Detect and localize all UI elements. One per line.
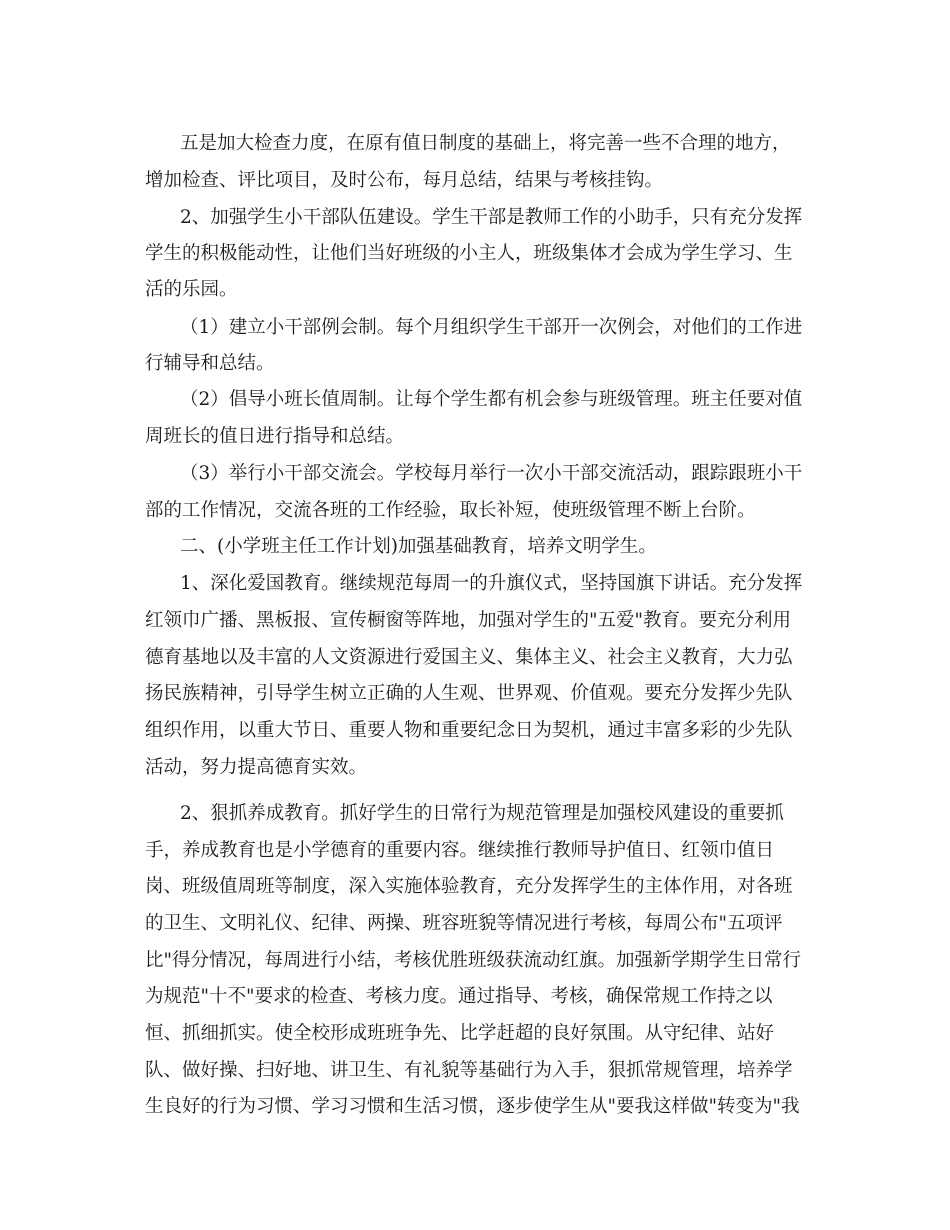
text-line: 的卫生、文明礼仪、纪律、两操、班容班貌等情况进行考核，每周公布"五项评: [145, 913, 783, 934]
text-line: 队、做好操、扫好地、讲卫生、有礼貌等基础行为入手，狠抓常规管理，培养学: [145, 1060, 793, 1081]
text-line: 周班长的值日进行指导和总结。: [145, 426, 405, 447]
text-line: 为规范"十不"要求的检查、考核力度。通过指导、考核，确保常规工作持之以: [145, 986, 773, 1007]
text-line: 扬民族精神，引导学生树立正确的人生观、世界观、价值观。要充分发挥少先队: [145, 683, 793, 704]
text-line: 部的工作情况，交流各班的工作经验，取长补短，使班级管理不断上台阶。: [145, 500, 756, 521]
text-line: （1）建立小干部例会制。每个月组织学生干部开一次例会，对他们的工作进: [180, 317, 803, 338]
text-line: 学生的积极能动性，让他们当好班级的小主人，班级集体才会成为学生学习、生: [145, 243, 793, 264]
text-line: 活的乐园。: [145, 279, 238, 300]
text-line: （2）倡导小班长值周制。让每个学生都有机会参与班级管理。班主任要对值: [180, 389, 803, 410]
text-line: 岗、班级值周班等制度，深入实施体验教育，充分发挥学生的主体作用，对各班: [145, 876, 793, 897]
text-line: 恒、抓细抓实。使全校形成班班争先、比学赶超的良好氛围。从守纪律、站好: [145, 1023, 775, 1044]
text-line: 活动，努力提高德育实效。: [145, 757, 368, 778]
text-line: 增加检查、评比项目，及时公布，每月总结，结果与考核挂钩。: [145, 170, 664, 191]
text-line: 组织作用，以重大节日、重要人物和重要纪念日为契机，通过丰富多彩的少先队: [145, 720, 793, 741]
text-line: 五是加大检查力度，在原有值日制度的基础上，将完善一些不合理的地方，: [180, 133, 791, 154]
text-line: 行辅导和总结。: [145, 353, 275, 374]
text-line: 2、加强学生小干部队伍建设。学生干部是教师工作的小助手，只有充分发挥: [180, 207, 803, 228]
text-line: 二、(小学班主任工作计划)加强基础教育，培养文明学生。: [180, 536, 657, 557]
text-line: 德育基地以及丰富的人文资源进行爱国主义、集体主义、社会主义教育，大力弘: [145, 647, 793, 668]
text-line: 生良好的行为习惯、学习习惯和生活习惯，逐步使学生从"要我这样做"转变为"我: [145, 1096, 800, 1117]
text-line: （3）举行小干部交流会。学校每月举行一次小干部交流活动，跟踪跟班小干: [180, 463, 803, 484]
text-line: 1、深化爱国教育。继续规范每周一的升旗仪式，坚持国旗下讲话。充分发挥: [180, 573, 803, 594]
text-line: 2、狠抓养成教育。抓好学生的日常行为规范管理是加强校风建设的重要抓: [180, 803, 784, 824]
text-line: 红领巾广播、黑板报、宣传橱窗等阵地，加强对学生的"五爱"教育。要充分利用: [145, 610, 792, 631]
text-line: 手，养成教育也是小学德育的重要内容。继续推行教师导护值日、红领巾值日: [145, 840, 775, 861]
text-line: 比"得分情况，每周进行小结，考核优胜班级获流动红旗。加强新学期学生日常行: [145, 950, 802, 971]
